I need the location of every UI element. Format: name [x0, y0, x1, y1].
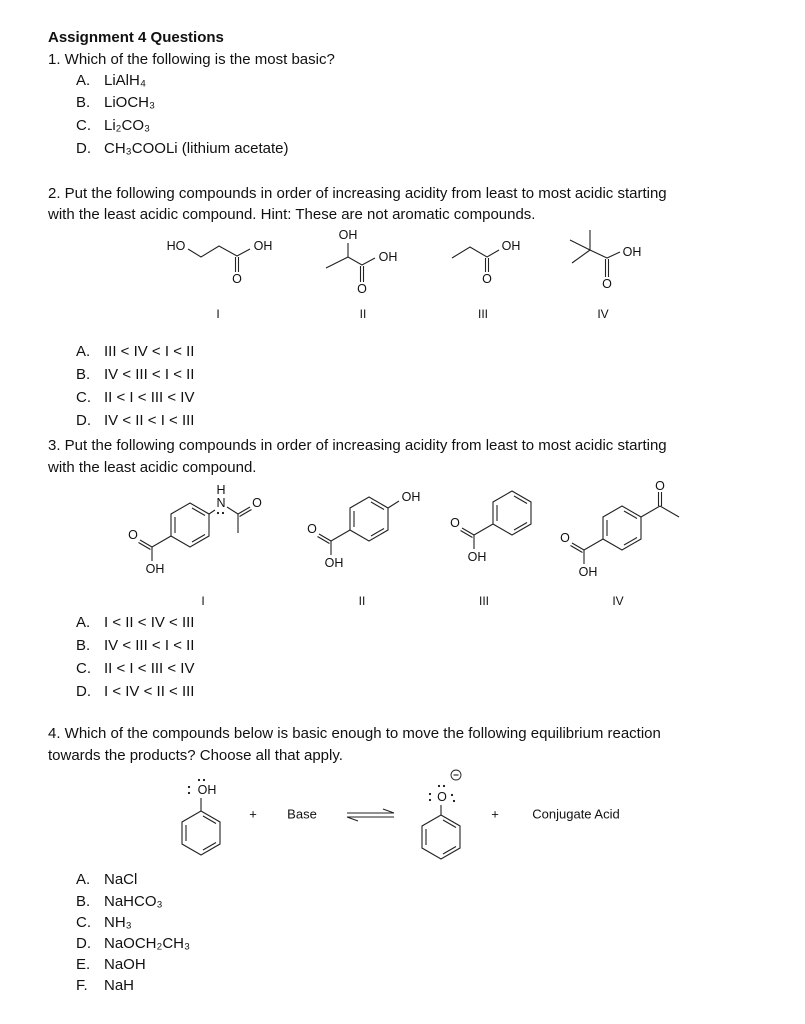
page-title: Assignment 4 Questions [48, 29, 224, 46]
option-text: I < II < IV < III [104, 614, 195, 631]
compound-numeral: I [216, 307, 220, 321]
option-text: IV < II < I < III [104, 412, 195, 429]
atom-label: O [232, 272, 242, 286]
option-letter: B. [76, 94, 91, 111]
compound-numeral: II [359, 307, 367, 321]
phenol-structure [182, 779, 220, 855]
q2-structure-ii [326, 228, 397, 321]
atom-label: O [450, 516, 460, 530]
option-letter: B. [76, 366, 91, 383]
compound-numeral: IV [597, 307, 609, 321]
question-4-prompt-line1: 4. Which of the compounds below is basic enough to move the following equilibrium reaction [48, 725, 661, 742]
q2-structure-iii [452, 239, 520, 321]
option-letter: A. [76, 614, 91, 631]
option-text: III < IV < I < II [104, 343, 195, 360]
question-3-prompt-line2: with the least acidic compound. [48, 459, 257, 476]
q4-reaction [182, 770, 620, 859]
q3-structure-iv [560, 479, 679, 608]
option-text: Li₂CO₃ [104, 117, 151, 134]
atom-label: OH [622, 245, 642, 259]
q2-structure-iv [570, 230, 641, 321]
plus-sign: + [249, 806, 257, 822]
atom-label: HO [166, 239, 186, 253]
option-text: NaCl [104, 871, 138, 888]
atom-label: OH [467, 550, 487, 564]
option-text: II < I < III < IV [104, 660, 195, 677]
compound-numeral: II [358, 594, 366, 608]
option-letter: C. [76, 117, 91, 134]
option-text: NaHCO₃ [104, 893, 163, 910]
question-3-prompt-line1: 3. Put the following compounds in order of increasing acidity from least to most acidic starting [48, 437, 667, 454]
option-text: NaOCH₂CH₃ [104, 935, 191, 952]
option-letter: A. [76, 343, 91, 360]
atom-label: O [437, 790, 447, 804]
atom-label: N [216, 496, 226, 510]
option-text: NH₃ [104, 914, 132, 931]
option-letter: B. [76, 637, 91, 654]
compound-numeral: IV [612, 594, 624, 608]
question-4-prompt-line2: towards the products? Choose all that apply. [48, 747, 343, 764]
atom-label: O [482, 272, 492, 286]
atom-label: O [252, 496, 262, 510]
option-letter: F. [76, 977, 88, 994]
q3-structure-ii [307, 490, 420, 608]
q3-structure-i [128, 483, 262, 608]
option-letter: C. [76, 660, 91, 677]
option-letter: C. [76, 914, 91, 931]
question-1-prompt: 1. Which of the following is the most basic? [48, 51, 335, 68]
atom-label: O [128, 528, 138, 542]
option-letter: A. [76, 72, 91, 89]
phenoxide-structure [422, 770, 461, 859]
atom-label: O [307, 522, 317, 536]
atom-label: O [602, 277, 612, 291]
option-text: NaH [104, 977, 135, 994]
atom-label: OH [324, 556, 344, 570]
option-text: LiOCH₃ [104, 94, 156, 111]
equilibrium-arrows-icon [347, 809, 394, 821]
conjugate-acid-label: Conjugate Acid [532, 806, 620, 822]
q3-structure-iii [450, 491, 531, 608]
option-text: CH₃COOLi (lithium acetate) [104, 140, 289, 157]
option-letter: E. [76, 956, 91, 973]
atom-label: OH [401, 490, 421, 504]
compound-numeral: III [478, 594, 490, 608]
option-text: NaOH [104, 956, 146, 973]
atom-label: OH [145, 562, 165, 576]
q2-structure-i [167, 239, 273, 321]
option-text: IV < III < I < II [104, 637, 195, 654]
atom-label: H [216, 483, 226, 497]
compound-numeral: III [477, 307, 489, 321]
atom-label: OH [378, 250, 398, 264]
option-letter: D. [76, 412, 91, 429]
atom-label: O [560, 531, 570, 545]
option-letter: D. [76, 683, 91, 700]
atom-label: OH [197, 783, 217, 797]
option-text: IV < III < I < II [104, 366, 195, 383]
atom-label: OH [338, 228, 358, 242]
option-letter: B. [76, 893, 91, 910]
option-letter: D. [76, 140, 91, 157]
option-letter: A. [76, 871, 91, 888]
atom-label: OH [253, 239, 273, 253]
atom-label: OH [578, 565, 598, 579]
option-text: LiAlH₄ [104, 72, 146, 89]
option-text: II < I < III < IV [104, 389, 195, 406]
atom-label: O [655, 479, 665, 493]
atom-label: OH [501, 239, 521, 253]
question-2-prompt-line1: 2. Put the following compounds in order of increasing acidity from least to most acidic starting [48, 185, 667, 202]
question-2-prompt-line2: with the least acidic compound. Hint: These are not aromatic compounds. [48, 206, 536, 223]
base-label: Base [287, 806, 317, 822]
plus-sign: + [491, 806, 499, 822]
compound-numeral: I [201, 594, 205, 608]
atom-label: O [357, 282, 367, 296]
option-letter: D. [76, 935, 91, 952]
option-letter: C. [76, 389, 91, 406]
option-text: I < IV < II < III [104, 683, 195, 700]
